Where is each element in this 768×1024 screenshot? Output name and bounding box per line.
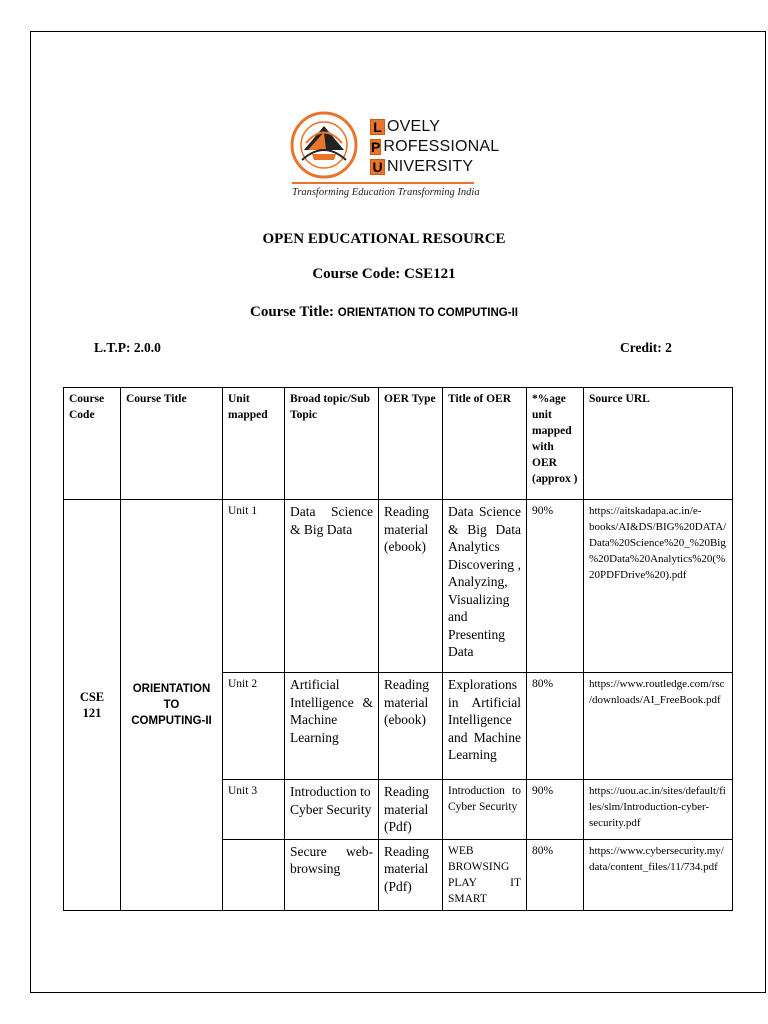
cell-topic: Data Science & Big Data: [285, 500, 379, 673]
header-unit-mapped: Unit mapped: [223, 388, 285, 500]
cell-oer-title: Introduction to Cyber Security: [443, 780, 527, 840]
logo-wordmark: [370, 117, 500, 177]
cell-oer-title: Data Science & Big Data Analytics Discovering , Analyzing, Visualizing and Presenting Data: [443, 500, 527, 673]
table-header-row: [64, 388, 733, 500]
page-title: OPEN EDUCATIONAL RESOURCE: [262, 231, 506, 247]
logo-word-professional: ROFESSIONAL: [383, 138, 500, 155]
cell-unit: Unit 1: [223, 500, 285, 673]
cell-source-url: https://aitskadapa.ac.in/e-books/AI&DS/BIG%20DATA/Data%20Science%20_%20Big%20Data%20Analytics%20(%20PDFDrive%20).pdf: [584, 500, 733, 673]
course-title-value: ORIENTATION TO COMPUTING-II: [337, 307, 518, 319]
logo-tagline: Transforming Education Transforming India: [292, 187, 480, 198]
credit-label: Credit: 2: [620, 340, 672, 355]
cell-unit: Unit 3: [223, 780, 285, 840]
ltp-label: L.T.P: 2.0.0: [94, 340, 161, 355]
header-percentage: *%age unit mapped with OER (approx ): [527, 388, 584, 500]
course-code: Course Code: CSE121: [312, 266, 456, 282]
cell-oer-title: Explorations in Artificial Intelligence and Machine Learning: [443, 673, 527, 780]
logo-letter-p: P: [371, 139, 381, 155]
header-broad-topic: Broad topic/Sub Topic: [285, 388, 379, 500]
cell-oer-title: WEB BROWSING PLAY IT SMART: [443, 839, 527, 910]
university-logo: [290, 110, 500, 205]
cell-course-code: CSE 121: [64, 500, 121, 911]
cell-source-url: https://uou.ac.in/sites/default/files/slm/Introduction-cyber-security.pdf: [584, 780, 733, 840]
oer-table: [63, 387, 733, 911]
course-title: [0, 304, 768, 321]
cell-course-title: ORIENTATION TO COMPUTING-II: [121, 500, 223, 911]
header-title-of-oer: Title of OER: [443, 388, 527, 500]
logo-letter-l: L: [370, 119, 385, 135]
header-oer-type: OER Type: [379, 388, 443, 500]
cell-oer-type: Reading material (Pdf): [379, 839, 443, 910]
cell-percentage: 80%: [527, 839, 584, 910]
cell-topic: Artificial Intelligence & Machine Learning: [285, 673, 379, 780]
cell-topic: Secure web-browsing: [285, 839, 379, 910]
cell-percentage: 80%: [527, 673, 584, 780]
cell-unit: [223, 839, 285, 910]
cell-source-url: https://www.routledge.com/rsc/downloads/AI_FreeBook.pdf: [584, 673, 733, 780]
university-seal-icon: [290, 110, 370, 182]
cell-oer-type: Reading material (ebook): [379, 673, 443, 780]
logo-word-lovely: OVELY: [387, 118, 441, 135]
cell-unit: Unit 2: [223, 673, 285, 780]
cell-percentage: 90%: [527, 780, 584, 840]
cell-source-url: https://www.cybersecurity.my/data/content_files/11/734.pdf: [584, 839, 733, 910]
cell-topic: Introduction to Cyber Security: [285, 780, 379, 840]
logo-rule: [292, 182, 474, 184]
cell-oer-type: Reading material (ebook): [379, 500, 443, 673]
header-source-url: Source URL: [584, 388, 733, 500]
table-row: [64, 500, 733, 673]
cell-oer-type: Reading material (Pdf): [379, 780, 443, 840]
course-title-label: Course Title:: [250, 304, 335, 320]
header-course-code: Course Code: [64, 388, 121, 500]
cell-percentage: 90%: [527, 500, 584, 673]
logo-word-university: NIVERSITY: [387, 158, 474, 175]
logo-letter-u: U: [370, 159, 385, 175]
header-course-title: Course Title: [121, 388, 223, 500]
